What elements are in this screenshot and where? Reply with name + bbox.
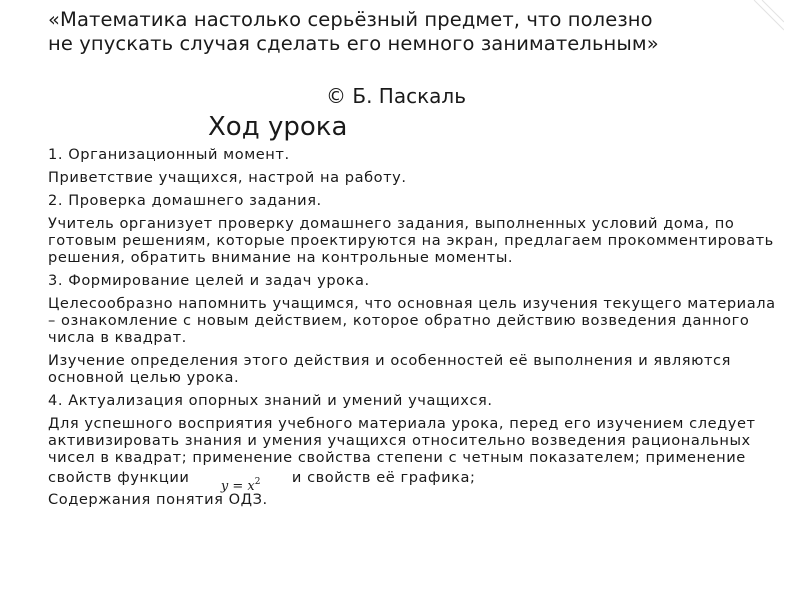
- quote-line-2: не упускать случая сделать его немного занимательным»: [48, 32, 659, 55]
- paragraph-9-tail: и свойств её графика;: [291, 469, 476, 486]
- formula-exponent: 2: [254, 477, 261, 487]
- paragraph-10: Содержания понятия ОДЗ.: [48, 491, 268, 508]
- paragraph-9-text: Для успешного восприятия учебного материала урока, перед его изучением следует активизировать знания и умения учащихся относительно возведения рациональных чисел в квадрат; применение свойства степени с четным показателем; применение свойств функции: [48, 415, 756, 486]
- paragraph-9: [48, 415, 778, 494]
- paragraph-3: 2. Проверка домашнего задания.: [48, 192, 322, 209]
- formula-base: y = x: [220, 479, 255, 494]
- paragraph-6: Целесообразно напомнить учащимся, что основная цель изучения текущего материала – ознакомление с новым действием, которое обратно действию возведения данного числа в квадрат.: [48, 295, 776, 346]
- paragraph-4: Учитель организует проверку домашнего задания, выполненных условий дома, по готовым решениям, которые проектируются на экран, предлагаем прокомментировать решения, обратить внимание на контрольные моменты.: [48, 215, 774, 266]
- paragraph-7: Изучение определения этого действия и особенностей её выполнения и являются основной целью урока.: [48, 352, 731, 386]
- epigraph-quote: [48, 8, 768, 56]
- lesson-plan-text: [48, 146, 778, 514]
- function-formula: [195, 474, 287, 495]
- paragraph-2: Приветствие учащихся, настрой на работу.: [48, 169, 407, 186]
- quote-author: © Б. Паскаль: [326, 84, 466, 108]
- paragraph-1: 1. Организационный момент.: [48, 146, 290, 163]
- quote-line-1: «Математика настолько серьёзный предмет, что полезно: [48, 8, 653, 31]
- paragraph-8: 4. Актуализация опорных знаний и умений учащихся.: [48, 392, 493, 409]
- slide-heading: Ход урока: [208, 112, 348, 142]
- paragraph-5: 3. Формирование целей и задач урока.: [48, 272, 370, 289]
